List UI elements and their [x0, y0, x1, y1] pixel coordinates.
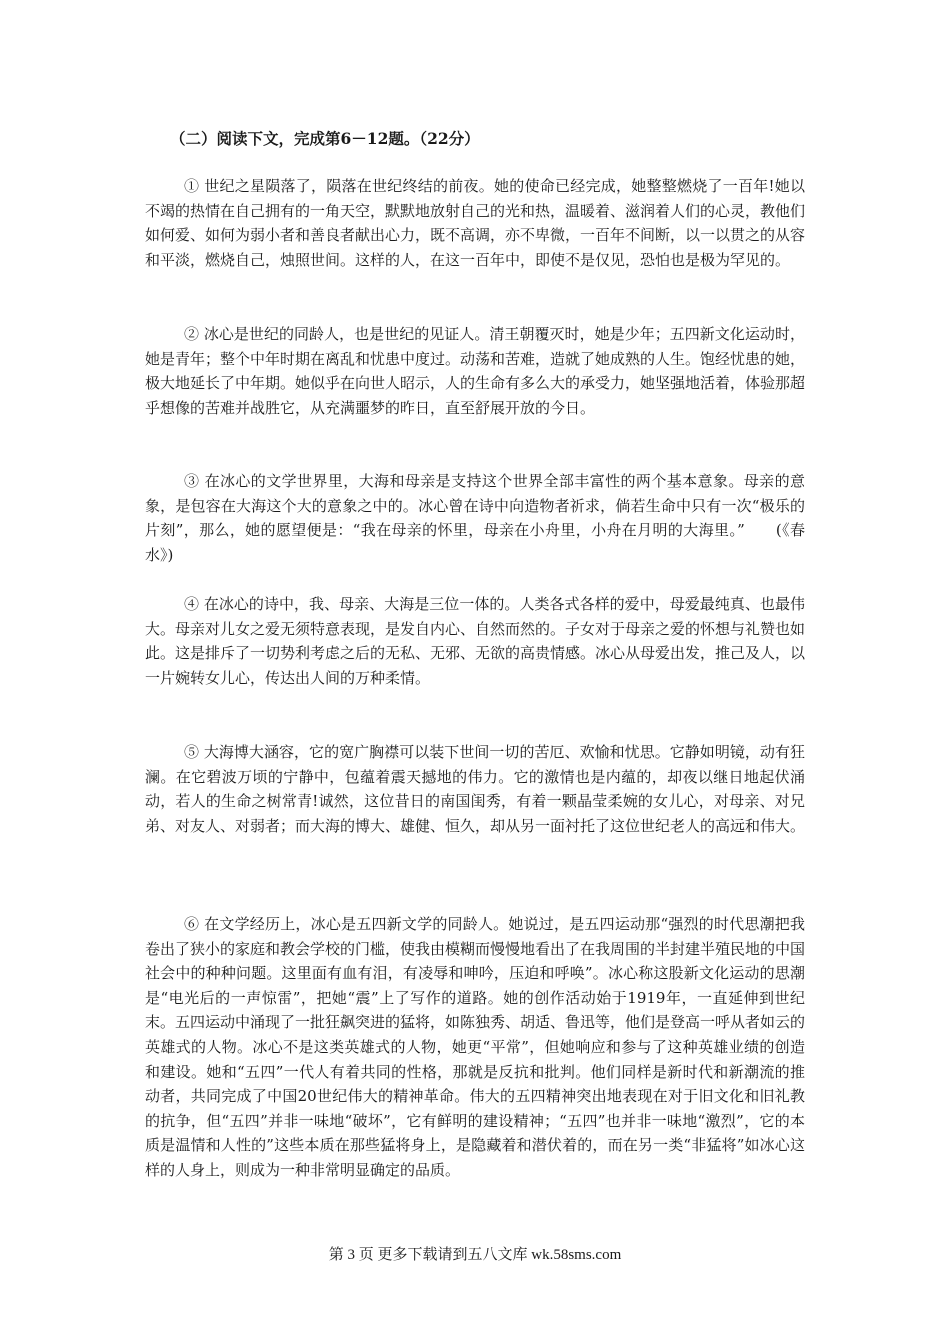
- paragraph-3: ③ 在冰心的文学世界里，大海和母亲是支持这个世界全部丰富性的两个基本意象。母亲的意象，是包容在大海这个大的意象之中的。冰心曾在诗中向造物者祈求，倘若生命中只有一次“极乐的片刻”，那么，她的愿望便是：“我在母亲的怀里，母亲在小舟里，小舟在月明的大海里。” (《春水》): [145, 472, 805, 564]
- paragraph-6: ⑥ 在文学经历上，冰心是五四新文学的同龄人。她说过，是五四运动那“强烈的时代思潮把我卷出了狭小的家庭和教会学校的门槛，使我由模糊而慢慢地看出了在我周围的半封建半殖民地的中国社会中的种种问题。这里面有血有泪，有凌辱和呻吟，压迫和呼唤”。冰心称这股新文化运动的思潮是“电光后的一声惊雷”，把她“震”上了写作的道路。她的创作活动始于1919年，一直延伸到世纪末。五四运动中涌现了一批狂飙突进的猛将，如陈独秀、胡适、鲁迅等，他们是登高一呼从者如云的英雄式的人物。冰心不是这类英雄式的人物，她更“平常”，但她响应和参与了这种英雄业绩的创造和建设。她和“五四”一代人有着共同的性格，那就是反抗和批判。他们同样是新时代和新潮流的推动者，共同完成了中国20世纪伟大的精神革命。伟大的五四精神突出地表现在对于旧文化和旧礼教的抗争，但“五四”并非一味地“破坏”，它有鲜明的建设精神；“五四”也并非一味地“激烈”，它的本质是温情和人性的”这些本质在那些猛将身上，是隐藏着和潜伏着的，而在另一类“非猛将”如冰心这样的人身上，则成为一种非常明显确定的品质。: [145, 915, 806, 1179]
- paragraph-1: ① 世纪之星陨落了，陨落在世纪终结的前夜。她的使命已经完成，她整整燃烧了一百年!她以不竭的热情在自己拥有的一角天空，默默地放射自己的光和热，温暖着、滋润着人们的心灵，教他们如何爱、如何为弱小者和善良者献出心力，既不高调，亦不卑微，一百年不间断，以一以贯之的从容和平淡，燃烧自己，烛照世间。这样的人，在这一百年中，即使不是仅见，恐怕也是极为罕见的。: [145, 177, 806, 269]
- page-footer: 第 3 页 更多下载请到五八文库 wk.58sms.com: [328, 1247, 622, 1263]
- section-heading: （二）阅读下文，完成第6－12题。（22分）: [170, 129, 480, 148]
- paragraph-2: ② 冰心是世纪的同龄人，也是世纪的见证人。清王朝覆灭时，她是少年；五四新文化运动时，她是青年；整个中年时期在离乱和忧患中度过。动荡和苦难，造就了她成熟的人生。饱经忧患的她，极大地延长了中年期。她似乎在向世人昭示，人的生命有多么大的承受力，她坚强地活着，体验那超乎想像的苦难并战胜它，从充满噩梦的昨日，直至舒展开放的今日。: [145, 325, 806, 417]
- paragraph-4: ④ 在冰心的诗中，我、母亲、大海是三位一体的。人类各式各样的爱中，母爱最纯真、也最伟大。母亲对儿女之爱无须特意表现，是发自内心、自然而然的。子女对于母亲之爱的怀想与礼赞也如此。这是排斥了一切势利考虑之后的无私、无邪、无欲的高贵情感。冰心从母爱出发，推己及人，以一片婉转女儿心，传达出人间的万种柔情。: [145, 595, 806, 687]
- paragraph-5: ⑤ 大海博大涵容，它的宽广胸襟可以装下世间一切的苦厄、欢愉和忧思。它静如明镜，动有狂澜。在它碧波万顷的宁静中，包蕴着震天撼地的伟力。它的激情也是内蕴的，却夜以继日地起伏涌动，若人的生命之树常青!诚然，这位昔日的南国闺秀，有着一颗晶莹柔婉的女儿心，对母亲、对兄弟、对友人、对弱者；而大海的博大、雄健、恒久，却从另一面衬托了这位世纪老人的高远和伟大。: [145, 743, 806, 835]
